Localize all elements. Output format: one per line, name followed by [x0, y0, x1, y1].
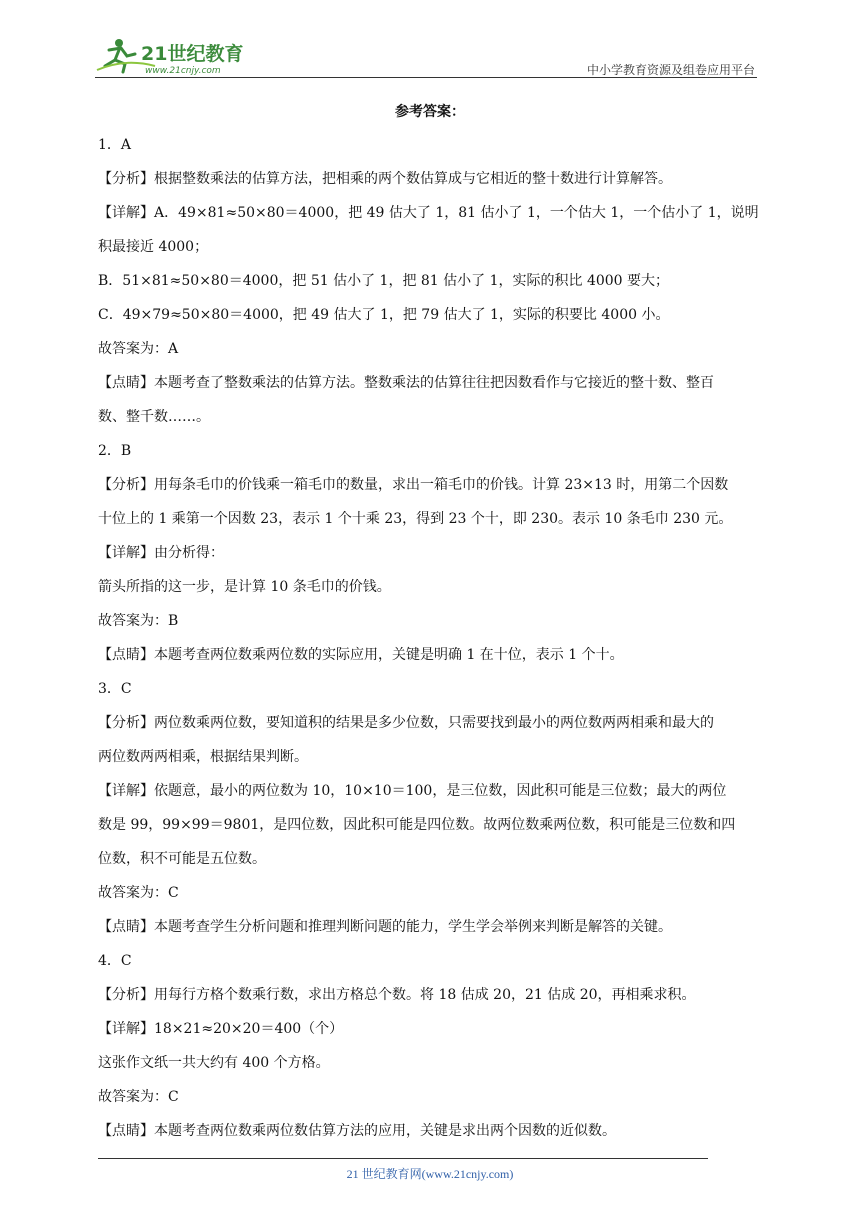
- text-line: 4．C: [98, 953, 132, 969]
- 21cnjy-logo: [95, 36, 260, 76]
- text-line: 积最接近 4000；: [98, 239, 209, 255]
- svg-text:21世纪教育: 21世纪教育: [141, 43, 244, 65]
- text-line: 箭头所指的这一步，是计算 10 条毛巾的价钱。: [98, 579, 391, 595]
- page-title: 参考答案：: [395, 104, 465, 120]
- text-line: 【点睛】本题考查两位数乘两位数的实际应用，关键是明确 1 在十位，表示 1 个十。: [98, 647, 624, 663]
- text-line: 【详解】由分析得：: [98, 545, 224, 561]
- text-line: 【详解】18×21≈20×20＝400（个）: [98, 1021, 344, 1037]
- text-line: 故答案为：C: [98, 885, 179, 901]
- text-line: 十位上的 1 乘第一个因数 23，表示 1 个十乘 23，得到 23 个十，即 230。表示 10 条毛巾 230 元。: [98, 511, 733, 527]
- text-line: 故答案为：A: [98, 341, 179, 357]
- text-line: 【详解】A．49×81≈50×80＝4000，把 49 估大了 1，81 估小了 1，一个估大 1，一个估小了 1，说明: [98, 205, 759, 221]
- text-line: 故答案为：B: [98, 613, 179, 629]
- text-line: 位数，积不可能是五位数。: [98, 851, 266, 867]
- text-line: 3．C: [98, 681, 132, 697]
- text-line: 【点睛】本题考查学生分析问题和推理判断问题的能力，学生学会举例来判断是解答的关键。: [98, 919, 672, 935]
- text-line: 数、整千数……。: [98, 409, 210, 425]
- text-line: 【分析】根据整数乘法的估算方法，把相乘的两个数估算成与它相近的整十数进行计算解答。: [98, 171, 672, 187]
- text-line: 故答案为：C: [98, 1089, 179, 1105]
- text-line: 【分析】用每条毛巾的价钱乘一箱毛巾的数量，求出一箱毛巾的价钱。计算 23×13 时，用第二个因数: [98, 477, 729, 493]
- svg-text:www.21cnjy.com: www.21cnjy.com: [145, 66, 221, 76]
- text-line: 这张作文纸一共大约有 400 个方格。: [98, 1055, 330, 1071]
- text-line: 数是 99，99×99＝9801，是四位数，因此积可能是四位数。故两位数乘两位数，积可能是三位数和四: [98, 817, 736, 833]
- footer-divider: [98, 1158, 708, 1159]
- text-line: C．49×79≈50×80＝4000，把 49 估大了 1，把 79 估大了 1，实际的积要比 4000 小。: [98, 307, 670, 323]
- text-line: 【分析】两位数乘两位数，要知道积的结果是多少位数，只需要找到最小的两位数两两相乘和最大的: [98, 715, 714, 731]
- text-line: 【点睛】本题考查两位数乘两位数估算方法的应用，关键是求出两个因数的近似数。: [98, 1123, 616, 1139]
- text-line: 1．A: [98, 137, 132, 153]
- text-line: 【点睛】本题考查了整数乘法的估算方法。整数乘法的估算往往把因数看作与它接近的整十数、整百: [98, 375, 714, 391]
- page-header: [95, 32, 757, 78]
- text-line: 【详解】依题意，最小的两位数为 10，10×10＝100，是三位数，因此积可能是三位数；最大的两位: [98, 783, 727, 799]
- text-line: B．51×81≈50×80＝4000，把 51 估小了 1，把 81 估小了 1，实际的积比 4000 要大；: [98, 273, 670, 289]
- page-footer: 21 世纪教育网(www.21cnjy.com): [346, 1167, 514, 1181]
- platform-name: 中小学教育资源及组卷应用平台: [586, 63, 755, 77]
- text-line: 【分析】用每行方格个数乘行数，求出方格总个数。将 18 估成 20，21 估成 20，再相乘求积。: [98, 987, 696, 1003]
- answer-content: [98, 96, 762, 1148]
- text-line: 2．B: [98, 443, 132, 459]
- header-divider: [95, 77, 757, 78]
- text-line: 两位数两两相乘，根据结果判断。: [98, 749, 308, 765]
